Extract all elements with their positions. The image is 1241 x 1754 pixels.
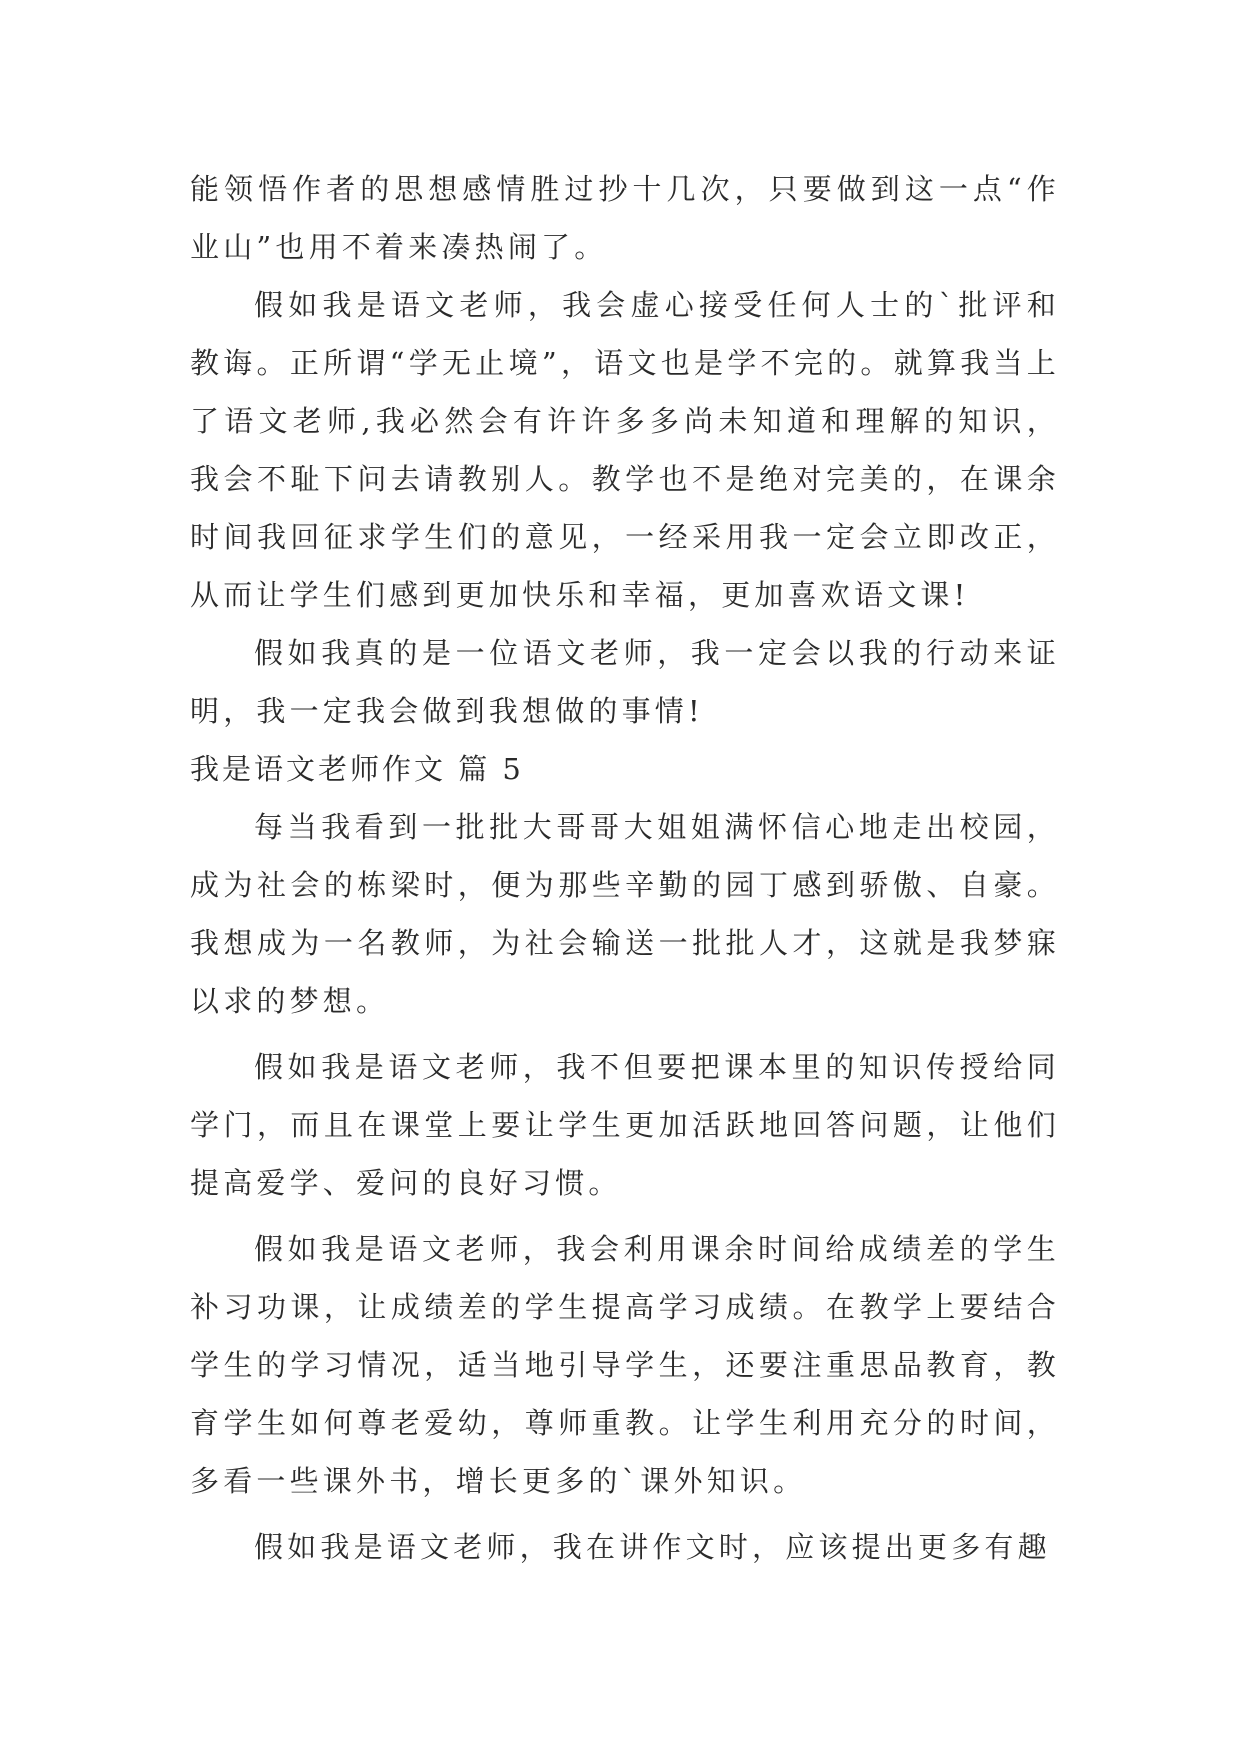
document-page — [190, 160, 1060, 1576]
paragraph-composition: 假如我是语文老师，我在讲作文时，应该提出更多有趣 — [254, 1530, 1051, 1564]
paragraph-continuation: 能领悟作者的思想感情胜过抄十几次，只要做到这一点“作业山”也用不着来凑热闹了。 — [190, 172, 1060, 264]
paragraph-teaching: 假如我是语文老师，我不但要把课本里的知识传授给同学门，而且在课堂上要让学生更加活跃地回答问题，让他们提高爱学、爱问的良好习惯。 — [190, 1050, 1060, 1200]
paragraph-tutoring: 假如我是语文老师，我会利用课余时间给成绩差的学生补习功课，让成绩差的学生提高学习成绩。在教学上要结合学生的学习情况，适当地引导学生，还要注重思品教育，教育学生如何尊老爱幼，尊师重教。让学生利用充分的时间，多看一些课外书，增长更多的`课外知识。 — [190, 1232, 1060, 1498]
section-title: 我是语文老师作文 篇 5 — [190, 752, 524, 786]
paragraph-dream: 每当我看到一批批大哥哥大姐姐满怀信心地走出校园，成为社会的栋梁时，便为那些辛勤的园丁感到骄傲、自豪。我想成为一名教师，为社会输送一批批人才，这就是我梦寐以求的梦想。 — [190, 810, 1060, 1018]
paragraph-criticism: 假如我是语文老师，我会虚心接受任何人士的`批评和教诲。正所谓“学无止境”，语文也是学不完的。就算我当上了语文老师,我必然会有许许多多尚未知道和理解的知识，我会不耻下问去请教别人。教学也不是绝对完美的，在课余时间我回征求学生们的意见，一经采用我一定会立即改正，从而让学生们感到更加快乐和幸福，更加喜欢语文课! — [190, 288, 1060, 612]
paragraph-promise: 假如我真的是一位语文老师，我一定会以我的行动来证明，我一定我会做到我想做的事情! — [190, 636, 1060, 728]
